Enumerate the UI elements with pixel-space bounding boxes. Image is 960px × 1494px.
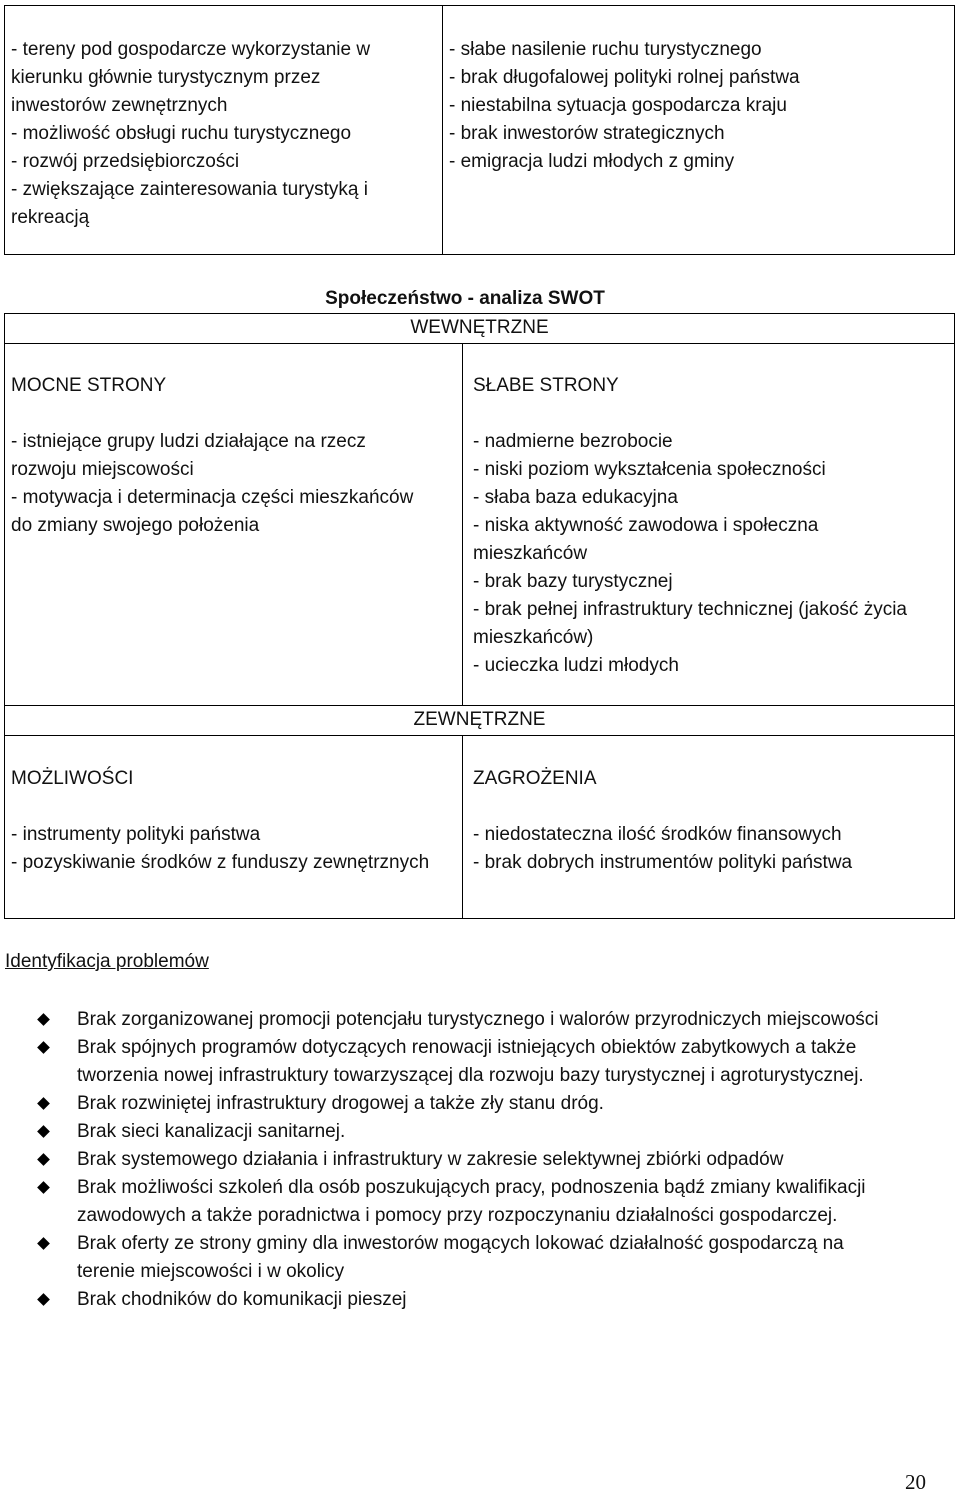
top-right-cell xyxy=(443,6,954,254)
text-line: - nadmierne bezrobocie xyxy=(473,431,673,452)
list-item xyxy=(0,1174,960,1230)
text-line: do zmiany swojego położenia xyxy=(11,515,260,536)
text-line: - możliwość obsługi ruchu turystycznego xyxy=(11,123,352,144)
text-line: Brak rozwiniętej infrastruktury drogowej a także zły stanu dróg. xyxy=(77,1093,604,1114)
text-line: kierunku głównie turystycznym przez xyxy=(11,67,321,88)
bullet-icon xyxy=(37,1181,50,1194)
top-table xyxy=(4,5,955,255)
text-line: tworzenia nowej infrastruktury towarzyszącej dla rozwoju bazy turystycznej i agroturystycznej. xyxy=(77,1065,864,1086)
text-line: Brak chodników do komunikacji pieszej xyxy=(77,1289,407,1310)
list-item xyxy=(0,1146,960,1174)
bullet-icon xyxy=(37,1153,50,1166)
swot-table xyxy=(4,313,955,919)
weaknesses-cell xyxy=(463,344,954,705)
text-line: - słabe nasilenie ruchu turystycznego xyxy=(449,39,762,60)
bullet-icon xyxy=(37,1041,50,1054)
text-line: Brak sieci kanalizacji sanitarnej. xyxy=(77,1121,346,1142)
bullet-icon xyxy=(37,1237,50,1250)
text-line: - instrumenty polityki państwa xyxy=(11,824,261,845)
text-line: - rozwój przedsiębiorczości xyxy=(11,151,240,172)
text-line: Brak spójnych programów dotyczących renowacji istniejących obiektów zabytkowych a także xyxy=(77,1037,857,1058)
text-line: Brak możliwości szkoleń dla osób poszukujących pracy, podnoszenia bądź zmiany kwalifikacji xyxy=(77,1177,866,1198)
opportunities-heading: MOŻLIWOŚCI xyxy=(11,768,134,789)
text-line: zawodowych a także poradnictwa i pomocy przy rozpoczynaniu działalności gospodarczej. xyxy=(77,1205,838,1226)
list-item xyxy=(0,1034,960,1090)
list-item xyxy=(0,1090,960,1118)
text-line: - motywacja i determinacja części mieszkańców xyxy=(11,487,414,508)
top-left-cell xyxy=(5,6,443,254)
text-line: - tereny pod gospodarcze wykorzystanie w xyxy=(11,39,371,60)
bullet-icon xyxy=(37,1125,50,1138)
opportunities-cell xyxy=(5,735,463,918)
text-line: - ucieczka ludzi młodych xyxy=(473,655,679,676)
text-line: terenie miejscowości i w okolicy xyxy=(77,1261,345,1282)
internal-header: WEWNĘTRZNE xyxy=(5,314,954,344)
strengths-cell xyxy=(5,344,463,705)
text-line: - emigracja ludzi młodych z gminy xyxy=(449,151,735,172)
text-line: Brak systemowego działania i infrastruktury w zakresie selektywnej zbiórki odpadów xyxy=(77,1149,784,1170)
problems-heading: Identyfikacja problemów xyxy=(5,951,209,972)
text-line: mieszkańców) xyxy=(473,627,594,648)
threats-heading: ZAGROŻENIA xyxy=(473,768,597,789)
text-line: - brak bazy turystycznej xyxy=(473,571,673,592)
text-line: - brak pełnej infrastruktury technicznej (jakość życia xyxy=(473,599,908,620)
list-item xyxy=(0,1230,960,1286)
text-line: rekreacją xyxy=(11,207,90,228)
page-number: 20 xyxy=(905,1470,926,1494)
text-line: Brak zorganizowanej promocji potencjału turystycznego i walorów przyrodniczych miejscowości xyxy=(77,1009,879,1030)
text-line: - brak dobrych instrumentów polityki państwa xyxy=(473,852,853,873)
text-line: - słaba baza edukacyjna xyxy=(473,487,678,508)
text-line: - brak długofalowej polityki rolnej państwa xyxy=(449,67,800,88)
text-line: - brak inwestorów strategicznych xyxy=(449,123,725,144)
weaknesses-heading: SŁABE STRONY xyxy=(473,375,619,396)
list-item xyxy=(0,1006,960,1034)
text-line: inwestorów zewnętrznych xyxy=(11,95,228,116)
text-line: rozwoju miejscowości xyxy=(11,459,194,480)
list-item xyxy=(0,1286,960,1314)
external-header: ZEWNĘTRZNE xyxy=(5,705,954,736)
swot-title: Społeczeństwo - analiza SWOT xyxy=(325,288,605,309)
text-line: mieszkańców xyxy=(473,543,588,564)
text-line: - zwiększające zainteresowania turystyką i xyxy=(11,179,368,200)
bullet-icon xyxy=(37,1097,50,1110)
text-line: - niedostateczna ilość środków finansowych xyxy=(473,824,842,845)
text-line: Brak oferty ze strony gminy dla inwestorów mogących lokować działalność gospodarczą na xyxy=(77,1233,844,1254)
text-line: - istniejące grupy ludzi działające na rzecz xyxy=(11,431,366,452)
threats-cell xyxy=(463,735,954,918)
strengths-heading: MOCNE STRONY xyxy=(11,375,167,396)
bullet-icon xyxy=(37,1293,50,1306)
text-line: - pozyskiwanie środków z funduszy zewnętrznych xyxy=(11,852,430,873)
list-item xyxy=(0,1118,960,1146)
text-line: - niska aktywność zawodowa i społeczna xyxy=(473,515,819,536)
text-line: - niski poziom wykształcenia społeczności xyxy=(473,459,826,480)
bullet-icon xyxy=(37,1013,50,1026)
problems-list xyxy=(0,1006,960,1314)
text-line: - niestabilna sytuacja gospodarcza kraju xyxy=(449,95,787,116)
